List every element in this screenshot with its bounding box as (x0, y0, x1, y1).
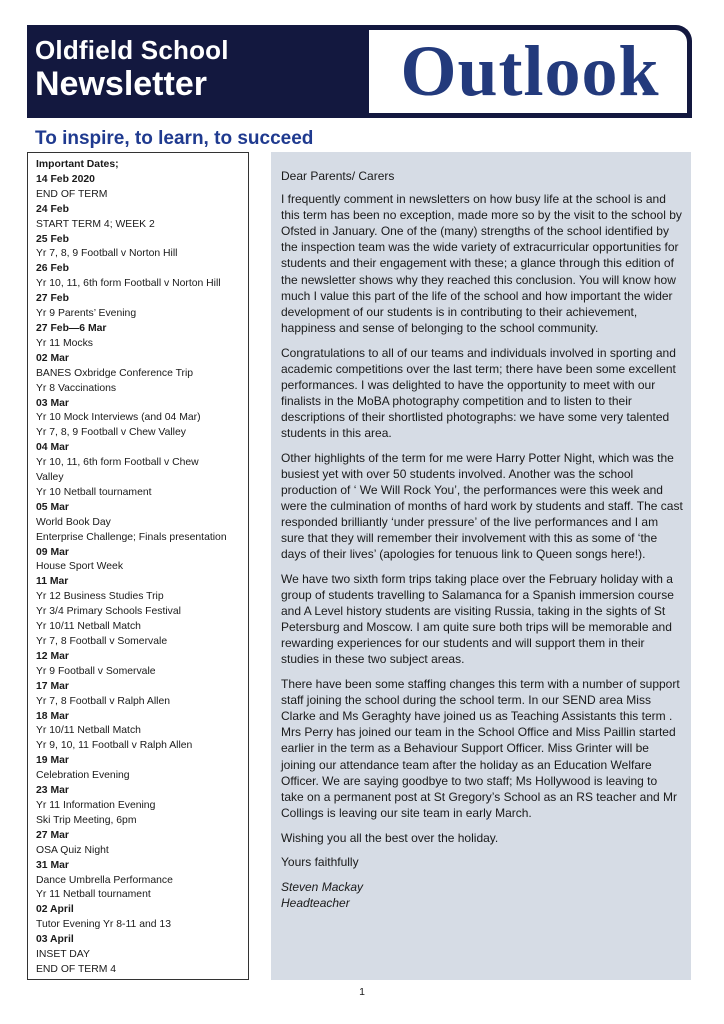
date-heading: 23 Mar (36, 785, 69, 797)
newsletter-label: Newsletter (35, 65, 207, 103)
date-event: END OF TERM 4 (36, 963, 117, 975)
masthead (27, 25, 692, 118)
date-event: Yr 10, 11, 6th form Football v Chew (36, 457, 199, 469)
dates-list (36, 158, 248, 978)
date-heading: 25 Feb (36, 233, 69, 245)
date-event: Ski Trip Meeting, 6pm (36, 814, 137, 826)
date-event: Valley (36, 472, 64, 484)
letter-paragraph: Wishing you all the best over the holiday. (281, 830, 499, 845)
date-event: Yr 9, 10, 11 Football v Ralph Allen (36, 740, 193, 752)
date-event: Yr 3/4 Primary Schools Festival (36, 606, 181, 618)
date-heading: 12 Mar (36, 650, 69, 662)
date-event: Yr 7, 8, 9 Football v Chew Valley (36, 427, 186, 439)
date-event: Enterprise Challenge; Finals presentation (36, 531, 227, 543)
date-heading: Important Dates; (36, 159, 119, 170)
letter-paragraph: I frequently comment in newsletters on how busy life at the school is and this term has been no exception, made more so by the visit to the school by Ofsted in January. One of the (many) strengths of the school identified by the inspection team was the wide variety of extracurricular opportunities for students and their engagement with these; a glance through this edition of the newsletter shows why they reached this conclusion. You will know how much I value this part of the life of the school and how important the wider development of our students is in contributing to their achievement, happiness and sense of belonging to the school community. (281, 192, 682, 335)
date-heading: 03 April (36, 934, 74, 946)
letter-closing: Yours faithfully (281, 855, 359, 870)
date-heading: 19 Mar (36, 755, 69, 767)
outlook-logo: Outlook (400, 31, 660, 111)
date-event: OSA Quiz Night (36, 844, 109, 856)
date-heading: 17 Mar (36, 680, 69, 692)
date-event: Yr 9 Parents’ Evening (36, 308, 137, 320)
date-event: INSET DAY (36, 949, 90, 961)
headteacher-letter (271, 152, 691, 980)
letter-paragraph: We have two sixth form trips taking place over the February holiday with a group of students travelling to Salamanca for a Spanish immersion course and A Level history students are visiting Russia, taking in the sights of St Petersburg and Moscow. I am quite sure both trips will be memorable and rewarding experiences for our students and will support them in their studies in these two subject areas. (281, 571, 674, 667)
signature-name: Steven Mackay (281, 879, 364, 894)
date-event: House Sport Week (36, 561, 124, 573)
letter-paragraph: Other highlights of the term for me were Harry Potter Night, which was the busiest yet with over 50 students involved. Another was the school production of ‘ We Will Rock You’, the performances were this week and were the culmination of months of hard work by students and staff. The cast responded brilliantly ‘under pressure’ of the live performances and I am sure that they will remember their involvement with this as some of ‘the days of their lives’ (apologies for tenuous link to Queen songs here!). (281, 450, 683, 562)
date-heading: 14 Feb 2020 (36, 173, 95, 185)
date-event: Yr 10/11 Netball Match (36, 621, 141, 633)
page-number: 1 (359, 986, 365, 998)
letter-greeting: Dear Parents/ Carers (281, 169, 395, 183)
date-heading: 27 Mar (36, 829, 69, 841)
school-motto: To inspire, to learn, to succeed (35, 128, 314, 149)
date-heading: 31 Mar (36, 859, 69, 871)
date-heading: 18 Mar (36, 710, 69, 722)
date-event: World Book Day (36, 516, 111, 528)
date-event: Dance Umbrella Performance (36, 874, 173, 886)
date-heading: 03 Mar (36, 397, 69, 409)
letter-paragraph: Congratulations to all of our teams and individuals involved in sporting and academic competitions over the last term; there have been some excellent performances. I was delighted to have the opportunity to meet with our finalists in the MoBA photography competition and to listen to their descriptions of their shortlisted photographs: we have some very talented students in this area. (281, 345, 676, 440)
date-event: Yr 12 Business Studies Trip (36, 591, 164, 603)
date-event: Yr 10, 11, 6th form Football v Norton Hill (36, 278, 221, 290)
date-event: Yr 8 Vaccinations (36, 382, 117, 394)
date-heading: 11 Mar (36, 576, 69, 588)
date-event: Yr 11 Netball tournament (36, 889, 151, 901)
date-event: END OF TERM (36, 188, 108, 200)
date-event: Yr 7, 8, 9 Football v Norton Hill (36, 248, 178, 260)
date-event: START TERM 4; WEEK 2 (36, 218, 155, 230)
signature-title: Headteacher (281, 896, 350, 910)
date-event: Yr 9 Football v Somervale (36, 665, 156, 677)
date-event: Yr 10 Netball tournament (36, 486, 152, 498)
date-heading: 09 Mar (36, 546, 69, 558)
date-heading: 27 Feb (36, 293, 69, 305)
date-heading: 26 Feb (36, 263, 69, 275)
date-heading: 05 Mar (36, 501, 69, 513)
date-event: Yr 7, 8 Football v Ralph Allen (36, 695, 170, 707)
date-event: Yr 10/11 Netball Match (36, 725, 141, 737)
date-event: Tutor Evening Yr 8-11 and 13 (36, 919, 171, 931)
date-heading: 27 Feb—6 Mar (36, 322, 107, 334)
letter-paragraph: There have been some staffing changes this term with a number of support staff joining the school during the school term. In our SEND area Miss Clarke and Ms Geraghty have joined us as Teaching Assistants this term . Mrs Perry has joined our team in the School Office and Miss Paillin started earlier in the term as a Behaviour Support Officer. Miss Grinter will be joining our attendance team after the holiday as an Education Welfare Officer. We are saying goodbye to two staff; Ms Hollywood is leaving to take on a permanent post at St Gregory’s School as an RS teacher and Mr Collings is leaving our site team in early March. (281, 677, 680, 820)
date-event: Yr 7, 8 Football v Somervale (36, 636, 168, 647)
important-dates-box (27, 152, 249, 980)
date-event: BANES Oxbridge Conference Trip (36, 367, 194, 379)
date-heading: 24 Feb (36, 203, 69, 215)
date-heading: 02 April (36, 904, 74, 916)
date-heading: 04 Mar (36, 442, 69, 454)
date-event: Yr 10 Mock Interviews (and 04 Mar) (36, 412, 201, 424)
date-heading: 02 Mar (36, 352, 69, 364)
date-event: Yr 11 Mocks (36, 337, 93, 349)
date-event: Yr 11 Information Evening (36, 799, 156, 811)
school-name: Oldfield School (35, 35, 229, 65)
date-event: Celebration Evening (36, 770, 130, 782)
